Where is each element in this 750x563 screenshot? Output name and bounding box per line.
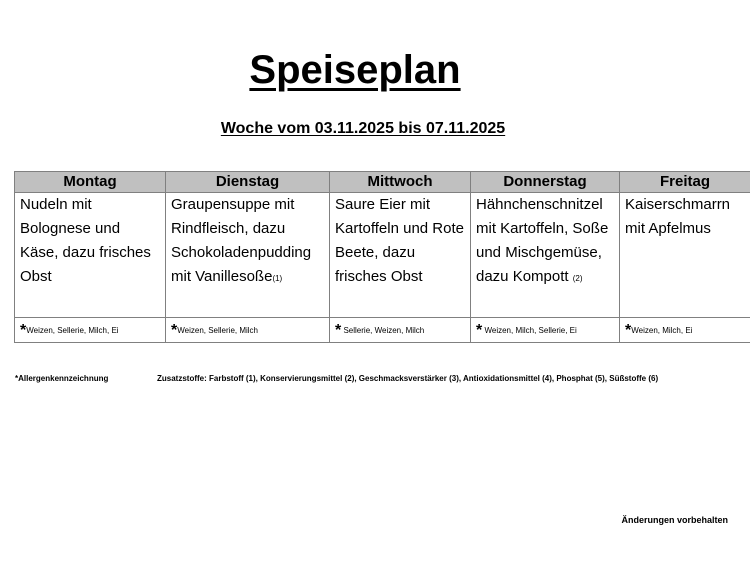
allergen-star: * — [335, 322, 342, 339]
additives-legend: Zusatzstoffe: Farbstoff (1), Konservierungsmittel (2), Geschmacksverstärker (3), Antioxidationsmittel (4), Phosphat (5), Süßstoffe (6) — [157, 374, 659, 383]
allergen-star: * — [625, 322, 632, 339]
dish-friday — [620, 193, 750, 318]
allergen-legend-text: Allergenkennzeichnung — [18, 374, 109, 383]
dish-thursday-text: Hähnchenschnitzel mit Kartoffeln, Soße und Mischgemüse, dazu Kompott — [476, 196, 609, 285]
allergens-wednesday-text: Sellerie, Weizen, Milch — [343, 326, 425, 335]
allergen-star: * — [20, 322, 27, 339]
dish-monday — [15, 193, 166, 318]
page-title-text: Speiseplan — [249, 48, 461, 92]
page-title — [0, 44, 710, 96]
allergen-legend — [15, 373, 108, 385]
day-header-monday: Montag — [15, 172, 166, 193]
dish-monday-text: Nudeln mit Bolognese und Käse, dazu frisches Obst — [20, 196, 151, 285]
additive-marker-thursday: (2) — [572, 274, 583, 283]
additive-marker-tuesday: (1) — [272, 274, 283, 283]
allergens-tuesday — [166, 318, 330, 343]
allergens-thursday-text: Weizen, Milch, Sellerie, Ei — [484, 326, 577, 335]
dish-tuesday — [166, 193, 330, 318]
allergens-friday-text: Weizen, Milch, Ei — [631, 326, 693, 335]
allergens-thursday — [471, 318, 620, 343]
dish-thursday — [471, 193, 620, 318]
dish-tuesday-text: Graupensuppe mit Rindfleisch, dazu Schokoladenpudding mit Vanillesoße — [171, 196, 312, 285]
allergens-monday-text: Weizen, Sellerie, Milch, Ei — [26, 326, 119, 335]
day-header-wednesday: Mittwoch — [330, 172, 471, 193]
allergens-tuesday-text: Weizen, Sellerie, Milch — [177, 326, 259, 335]
menu-table — [14, 171, 750, 343]
dish-row — [15, 193, 750, 318]
allergen-star: * — [171, 322, 178, 339]
dish-wednesday — [330, 193, 471, 318]
day-header-thursday: Donnerstag — [471, 172, 620, 193]
day-header-tuesday: Dienstag — [166, 172, 330, 193]
allergen-row — [15, 318, 750, 343]
allergens-wednesday — [330, 318, 471, 343]
week-range-text: Woche vom 03.11.2025 bis 07.11.2025 — [220, 120, 506, 137]
allergens-monday — [15, 318, 166, 343]
week-range — [0, 119, 726, 139]
allergens-friday — [620, 318, 750, 343]
allergen-legend-star: * — [15, 374, 19, 383]
day-header-friday: Freitag — [620, 172, 750, 193]
day-header-row — [15, 172, 750, 193]
dish-friday-text: Kaiserschmarrn mit Apfelmus — [625, 196, 731, 237]
dish-wednesday-text: Saure Eier mit Kartoffeln und Rote Beete, dazu frisches Obst — [335, 196, 464, 285]
disclaimer: Änderungen vorbehalten — [621, 515, 728, 525]
allergen-star: * — [476, 322, 483, 339]
